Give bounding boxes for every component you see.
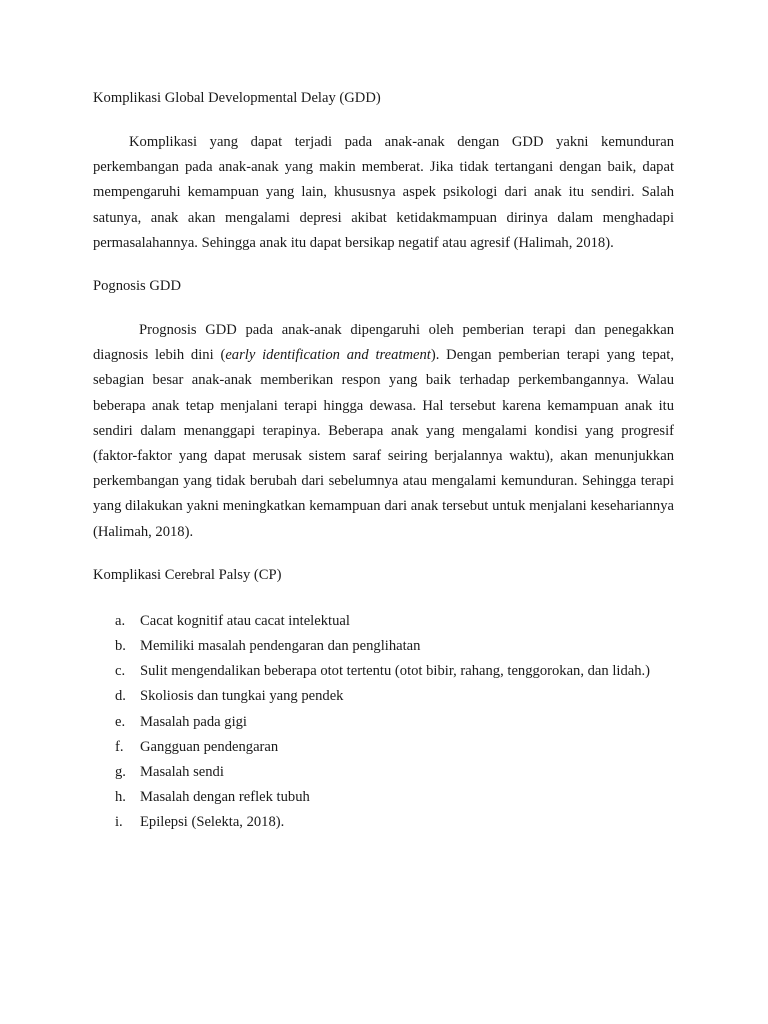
- list-item-text: Masalah dengan reflek tubuh: [140, 789, 310, 806]
- paragraph-gdd-prognosis: [93, 318, 674, 545]
- list-marker: a.: [115, 612, 126, 629]
- list-marker: d.: [115, 688, 126, 705]
- list-item: [93, 659, 674, 684]
- list-item: [93, 785, 674, 810]
- list-item-text: Masalah pada gigi: [140, 713, 247, 730]
- list-item-text: Skoliosis dan tungkai yang pendek: [140, 688, 344, 705]
- list-item: [93, 735, 674, 760]
- list-item: [93, 810, 674, 835]
- prognosis-text-start: Prognosis GDD pada anak-anak dipengaruhi oleh pemberian terapi dan penegakkan diagnosis lebih dini (: [93, 322, 674, 364]
- list-marker: i.: [115, 814, 123, 831]
- cp-complications-list: [93, 609, 674, 836]
- list-marker: f.: [115, 738, 124, 755]
- list-item: [93, 760, 674, 785]
- list-item: [93, 609, 674, 634]
- list-marker: c.: [115, 663, 126, 680]
- list-marker: b.: [115, 638, 126, 655]
- section-heading-gdd-prognosis: Pognosis GDD: [93, 278, 181, 295]
- prognosis-italic-term: early identification and treatment: [225, 347, 431, 364]
- prognosis-text-end: ). Dengan pemberian terapi yang tepat, sebagian besar anak-anak memberikan respon yang baik terhadap perkembangannya. Walau beberapa anak tetap menjalani terapi hingga dewasa. Hal tersebut karena kemampuan anak itu sendiri dalam menanggapi terapinya. Beberapa anak yang mengalami kondisi yang progresif (faktor-faktor yang dapat merusak sistem saraf seiring berjalannya waktu), akan menunjukkan perkembangan yang tidak berubah dari sebelumnya atau mengalami kemunduran. Sehingga terapi yang dilakukan yakni meningkatkan kemampuan dari anak tersebut untuk menjalani kesehariannya (Halimah, 2018).: [93, 347, 674, 540]
- list-item-text: Cacat kognitif atau cacat intelektual: [140, 612, 350, 629]
- list-item: [93, 710, 674, 735]
- list-item-text: Sulit mengendalikan beberapa otot tertentu (otot bibir, rahang, tenggorokan, dan lidah.): [140, 663, 651, 680]
- list-marker: g.: [115, 764, 126, 781]
- list-item-text: Memiliki masalah pendengaran dan penglihatan: [140, 638, 421, 655]
- section-heading-gdd-complications: Komplikasi Global Developmental Delay (GDD): [93, 90, 381, 106]
- list-item-text: Gangguan pendengaran: [140, 738, 279, 755]
- list-marker: e.: [115, 713, 126, 730]
- list-item: [93, 634, 674, 659]
- list-item: [93, 684, 674, 709]
- list-item-text: Masalah sendi: [140, 764, 224, 781]
- list-item-text: Epilepsi (Selekta, 2018).: [140, 814, 285, 831]
- section-heading-cp-complications: Komplikasi Cerebral Palsy (CP): [93, 566, 282, 583]
- list-marker: h.: [115, 789, 126, 806]
- paragraph-gdd-complications: Komplikasi yang dapat terjadi pada anak-anak dengan GDD yakni kemunduran perkembangan pada anak-anak yang makin memberat. Jika tidak tertangani dengan baik, dapat mempengaruhi kemampuan yang lain, khususnya aspek psikologi dari anak itu sendiri. Salah satunya, anak akan mengalami depresi akibat ketidakmampuan dirinya dalam menghadapi permasalahannya. Sehingga anak itu dapat bersikap negatif atau agresif (Halimah, 2018).: [93, 134, 674, 251]
